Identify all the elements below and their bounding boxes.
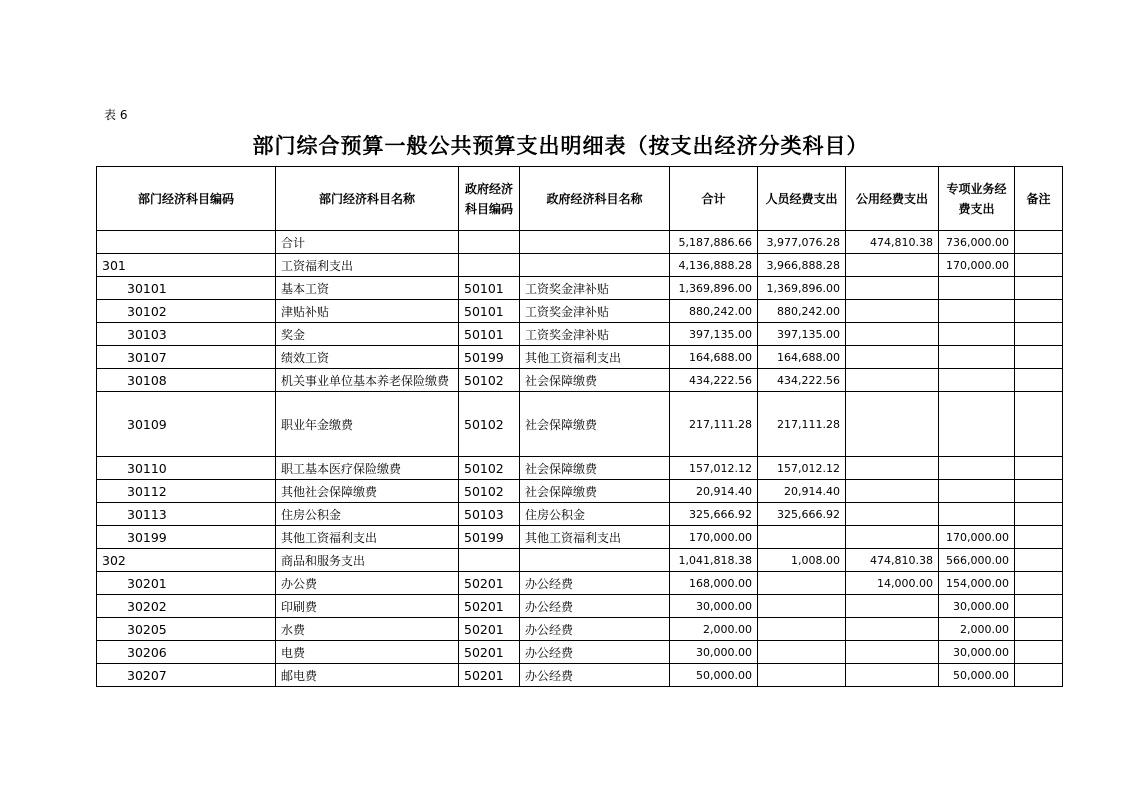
public-cell: 474,810.38 <box>846 549 939 572</box>
header-gov-code: 政府经济科目编码 <box>459 167 520 231</box>
gov-name-cell: 住房公积金 <box>520 503 670 526</box>
personnel-cell <box>758 595 846 618</box>
personnel-cell: 397,135.00 <box>758 323 846 346</box>
table-row <box>97 618 1063 641</box>
name-cell: 其他社会保障缴费 <box>276 480 459 503</box>
header-personnel: 人员经费支出 <box>758 167 846 231</box>
name-cell: 印刷费 <box>276 595 459 618</box>
note-cell <box>1015 480 1063 503</box>
code-cell: 30202 <box>97 595 276 618</box>
public-cell <box>846 392 939 457</box>
gov-code-cell <box>459 254 520 277</box>
note-cell <box>1015 346 1063 369</box>
personnel-cell <box>758 641 846 664</box>
public-cell: 14,000.00 <box>846 572 939 595</box>
special-cell: 30,000.00 <box>939 595 1015 618</box>
note-cell <box>1015 503 1063 526</box>
table-row <box>97 641 1063 664</box>
public-cell <box>846 618 939 641</box>
name-cell: 商品和服务支出 <box>276 549 459 572</box>
special-cell: 170,000.00 <box>939 254 1015 277</box>
code-cell: 30107 <box>97 346 276 369</box>
personnel-cell <box>758 618 846 641</box>
name-cell: 其他工资福利支出 <box>276 526 459 549</box>
table-row <box>97 300 1063 323</box>
code-cell: 30110 <box>97 457 276 480</box>
code-cell: 30201 <box>97 572 276 595</box>
name-cell: 电费 <box>276 641 459 664</box>
name-cell: 住房公积金 <box>276 503 459 526</box>
code-cell: 30102 <box>97 300 276 323</box>
name-cell: 绩效工资 <box>276 346 459 369</box>
total-cell: 50,000.00 <box>670 664 758 687</box>
table-row <box>97 369 1063 392</box>
header-row <box>97 167 1063 231</box>
public-cell <box>846 346 939 369</box>
header-gov-name: 政府经济科目名称 <box>520 167 670 231</box>
page-title: 部门综合预算一般公共预算支出明细表（按支出经济分类科目） <box>252 133 869 158</box>
note-cell <box>1015 549 1063 572</box>
name-cell: 工资福利支出 <box>276 254 459 277</box>
gov-name-cell: 社会保障缴费 <box>520 480 670 503</box>
gov-name-cell: 其他工资福利支出 <box>520 346 670 369</box>
gov-code-cell: 50102 <box>459 480 520 503</box>
header-public: 公用经费支出 <box>846 167 939 231</box>
gov-name-cell <box>520 231 670 254</box>
name-cell: 奖金 <box>276 323 459 346</box>
gov-name-cell: 工资奖金津补贴 <box>520 277 670 300</box>
code-cell: 30207 <box>97 664 276 687</box>
table-row <box>97 503 1063 526</box>
special-cell <box>939 277 1015 300</box>
public-cell <box>846 480 939 503</box>
special-cell: 30,000.00 <box>939 641 1015 664</box>
public-cell <box>846 526 939 549</box>
total-cell: 30,000.00 <box>670 641 758 664</box>
gov-name-cell: 工资奖金津补贴 <box>520 323 670 346</box>
public-cell <box>846 595 939 618</box>
total-cell: 880,242.00 <box>670 300 758 323</box>
note-cell <box>1015 526 1063 549</box>
gov-code-cell: 50199 <box>459 526 520 549</box>
table-row <box>97 231 1063 254</box>
total-cell: 217,111.28 <box>670 392 758 457</box>
note-cell <box>1015 254 1063 277</box>
total-cell: 164,688.00 <box>670 346 758 369</box>
table-body <box>97 231 1063 687</box>
name-cell: 职工基本医疗保险缴费 <box>276 457 459 480</box>
code-cell: 30205 <box>97 618 276 641</box>
gov-code-cell: 50101 <box>459 323 520 346</box>
public-cell <box>846 503 939 526</box>
gov-code-cell <box>459 231 520 254</box>
note-cell <box>1015 392 1063 457</box>
gov-name-cell <box>520 549 670 572</box>
code-cell: 30108 <box>97 369 276 392</box>
gov-code-cell: 50201 <box>459 641 520 664</box>
note-cell <box>1015 664 1063 687</box>
code-cell: 30109 <box>97 392 276 457</box>
gov-name-cell: 办公经费 <box>520 572 670 595</box>
special-cell <box>939 503 1015 526</box>
note-cell <box>1015 300 1063 323</box>
header-dept-name: 部门经济科目名称 <box>276 167 459 231</box>
table-row <box>97 323 1063 346</box>
name-cell: 津贴补贴 <box>276 300 459 323</box>
code-cell: 30113 <box>97 503 276 526</box>
table-row <box>97 549 1063 572</box>
gov-code-cell: 50201 <box>459 664 520 687</box>
code-cell: 302 <box>97 549 276 572</box>
total-cell: 157,012.12 <box>670 457 758 480</box>
public-cell <box>846 300 939 323</box>
public-cell <box>846 457 939 480</box>
gov-code-cell: 50201 <box>459 618 520 641</box>
note-cell <box>1015 618 1063 641</box>
public-cell: 474,810.38 <box>846 231 939 254</box>
note-cell <box>1015 277 1063 300</box>
header-dept-code: 部门经济科目编码 <box>97 167 276 231</box>
special-cell <box>939 300 1015 323</box>
table-row <box>97 572 1063 595</box>
total-cell: 4,136,888.28 <box>670 254 758 277</box>
personnel-cell: 325,666.92 <box>758 503 846 526</box>
note-cell <box>1015 457 1063 480</box>
gov-name-cell: 社会保障缴费 <box>520 392 670 457</box>
total-cell: 1,369,896.00 <box>670 277 758 300</box>
personnel-cell: 434,222.56 <box>758 369 846 392</box>
gov-code-cell: 50201 <box>459 572 520 595</box>
code-cell: 301 <box>97 254 276 277</box>
header-note: 备注 <box>1015 167 1063 231</box>
gov-name-cell: 社会保障缴费 <box>520 369 670 392</box>
total-cell: 170,000.00 <box>670 526 758 549</box>
note-cell <box>1015 323 1063 346</box>
total-cell: 168,000.00 <box>670 572 758 595</box>
table-row <box>97 480 1063 503</box>
personnel-cell: 880,242.00 <box>758 300 846 323</box>
gov-code-cell: 50101 <box>459 277 520 300</box>
total-cell: 434,222.56 <box>670 369 758 392</box>
gov-name-cell: 办公经费 <box>520 664 670 687</box>
gov-name-cell <box>520 254 670 277</box>
total-cell: 397,135.00 <box>670 323 758 346</box>
public-cell <box>846 323 939 346</box>
personnel-cell: 1,369,896.00 <box>758 277 846 300</box>
note-cell <box>1015 369 1063 392</box>
public-cell <box>846 277 939 300</box>
special-cell: 566,000.00 <box>939 549 1015 572</box>
special-cell <box>939 480 1015 503</box>
code-cell: 30199 <box>97 526 276 549</box>
gov-code-cell <box>459 549 520 572</box>
special-cell <box>939 457 1015 480</box>
gov-name-cell: 办公经费 <box>520 595 670 618</box>
gov-name-cell: 工资奖金津补贴 <box>520 300 670 323</box>
name-cell: 基本工资 <box>276 277 459 300</box>
note-cell <box>1015 595 1063 618</box>
table-number: 表 6 <box>104 108 128 122</box>
code-cell <box>97 231 276 254</box>
personnel-cell <box>758 572 846 595</box>
total-cell: 1,041,818.38 <box>670 549 758 572</box>
gov-name-cell: 其他工资福利支出 <box>520 526 670 549</box>
note-cell <box>1015 572 1063 595</box>
table-row <box>97 526 1063 549</box>
gov-code-cell: 50103 <box>459 503 520 526</box>
total-cell: 325,666.92 <box>670 503 758 526</box>
special-cell: 50,000.00 <box>939 664 1015 687</box>
public-cell <box>846 254 939 277</box>
table-row <box>97 392 1063 457</box>
note-cell <box>1015 231 1063 254</box>
personnel-cell <box>758 664 846 687</box>
special-cell <box>939 392 1015 457</box>
table-row <box>97 346 1063 369</box>
gov-code-cell: 50102 <box>459 457 520 480</box>
personnel-cell <box>758 526 846 549</box>
gov-name-cell: 办公经费 <box>520 618 670 641</box>
personnel-cell: 3,966,888.28 <box>758 254 846 277</box>
public-cell <box>846 664 939 687</box>
gov-name-cell: 办公经费 <box>520 641 670 664</box>
name-cell: 办公费 <box>276 572 459 595</box>
special-cell <box>939 323 1015 346</box>
gov-code-cell: 50102 <box>459 392 520 457</box>
public-cell <box>846 369 939 392</box>
special-cell <box>939 369 1015 392</box>
special-cell: 736,000.00 <box>939 231 1015 254</box>
personnel-cell: 157,012.12 <box>758 457 846 480</box>
gov-name-cell: 社会保障缴费 <box>520 457 670 480</box>
table-row <box>97 254 1063 277</box>
table-row <box>97 664 1063 687</box>
total-cell: 30,000.00 <box>670 595 758 618</box>
gov-code-cell: 50201 <box>459 595 520 618</box>
special-cell: 2,000.00 <box>939 618 1015 641</box>
name-cell: 邮电费 <box>276 664 459 687</box>
code-cell: 30103 <box>97 323 276 346</box>
personnel-cell: 164,688.00 <box>758 346 846 369</box>
total-cell: 2,000.00 <box>670 618 758 641</box>
public-cell <box>846 641 939 664</box>
code-cell: 30112 <box>97 480 276 503</box>
personnel-cell: 1,008.00 <box>758 549 846 572</box>
personnel-cell: 217,111.28 <box>758 392 846 457</box>
name-cell: 水费 <box>276 618 459 641</box>
total-cell: 20,914.40 <box>670 480 758 503</box>
special-cell <box>939 346 1015 369</box>
special-cell: 154,000.00 <box>939 572 1015 595</box>
name-cell: 职业年金缴费 <box>276 392 459 457</box>
gov-code-cell: 50102 <box>459 369 520 392</box>
gov-code-cell: 50199 <box>459 346 520 369</box>
personnel-cell: 3,977,076.28 <box>758 231 846 254</box>
total-cell: 5,187,886.66 <box>670 231 758 254</box>
budget-table <box>96 166 1063 687</box>
table-row <box>97 457 1063 480</box>
code-cell: 30101 <box>97 277 276 300</box>
header-special: 专项业务经费支出 <box>939 167 1015 231</box>
special-cell: 170,000.00 <box>939 526 1015 549</box>
header-total: 合计 <box>670 167 758 231</box>
name-cell: 合计 <box>276 231 459 254</box>
gov-code-cell: 50101 <box>459 300 520 323</box>
table-row <box>97 595 1063 618</box>
code-cell: 30206 <box>97 641 276 664</box>
note-cell <box>1015 641 1063 664</box>
personnel-cell: 20,914.40 <box>758 480 846 503</box>
table-row <box>97 277 1063 300</box>
name-cell: 机关事业单位基本养老保险缴费 <box>276 369 459 392</box>
